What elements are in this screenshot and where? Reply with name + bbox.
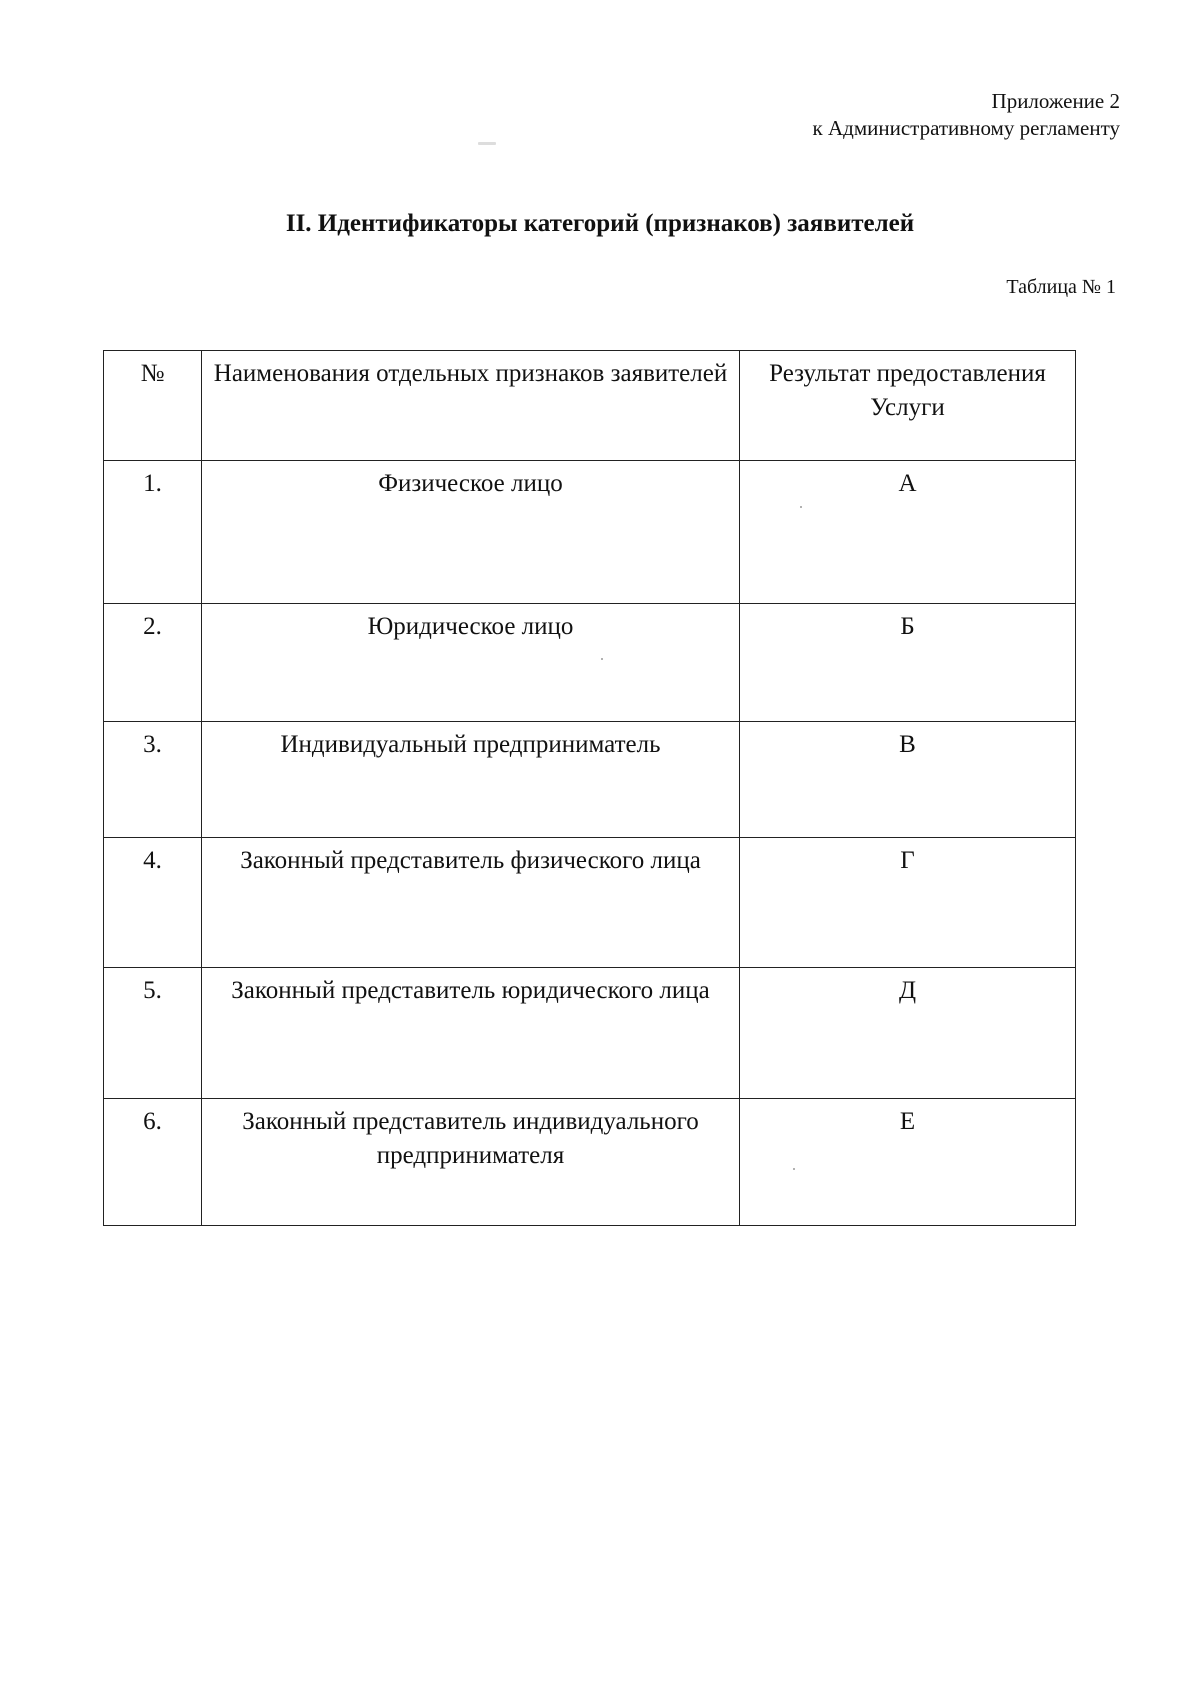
- appendix-note: [813, 88, 1120, 142]
- scan-speck: [793, 1168, 795, 1170]
- scan-speck: [478, 142, 496, 145]
- row-number: 5.: [104, 968, 202, 1099]
- table-row: [104, 604, 1076, 722]
- row-result: А: [740, 461, 1076, 604]
- row-number: 4.: [104, 838, 202, 968]
- row-name: Законный представитель юридического лица: [202, 968, 740, 1099]
- header-name: Наименования отдельных признаков заявителей: [202, 351, 740, 461]
- row-name: Юридическое лицо: [202, 604, 740, 722]
- row-result: Г: [740, 838, 1076, 968]
- table-row: [104, 461, 1076, 604]
- section-heading: II. Идентификаторы категорий (признаков) заявителей: [285, 210, 915, 237]
- header-result: Результат предоставления Услуги: [740, 351, 1076, 461]
- row-name: Физическое лицо: [202, 461, 740, 604]
- row-name: Законный представитель физического лица: [202, 838, 740, 968]
- scan-speck: [800, 506, 802, 508]
- row-result: Е: [740, 1099, 1076, 1226]
- applicant-categories-table: [103, 350, 1076, 1226]
- row-name: Законный представитель индивидуального предпринимателя: [202, 1099, 740, 1226]
- row-result: В: [740, 722, 1076, 838]
- appendix-line-2: к Административному регламенту: [812, 116, 1120, 140]
- row-result: Д: [740, 968, 1076, 1099]
- table-row: [104, 722, 1076, 838]
- row-number: 1.: [104, 461, 202, 604]
- row-number: 6.: [104, 1099, 202, 1226]
- row-number: 2.: [104, 604, 202, 722]
- table-header-row: [104, 351, 1076, 461]
- row-name: Индивидуальный предприниматель: [202, 722, 740, 838]
- scan-speck: [601, 658, 603, 660]
- table-label: Таблица № 1: [1006, 276, 1116, 298]
- table-row: [104, 968, 1076, 1099]
- appendix-line-1: Приложение 2: [991, 89, 1120, 113]
- table-row: [104, 838, 1076, 968]
- header-number: №: [104, 351, 202, 461]
- table-row: [104, 1099, 1076, 1226]
- row-number: 3.: [104, 722, 202, 838]
- row-result: Б: [740, 604, 1076, 722]
